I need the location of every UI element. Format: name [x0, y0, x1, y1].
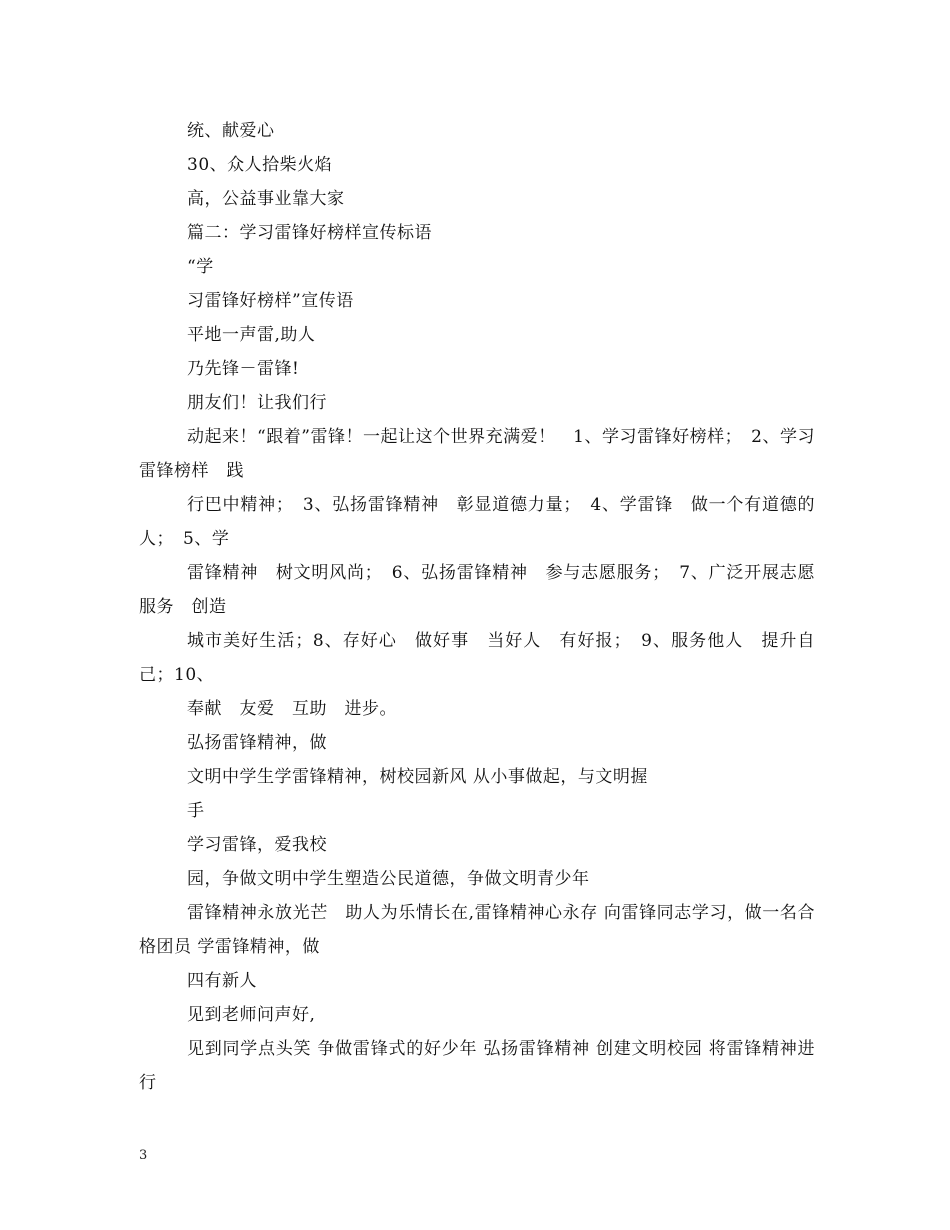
paragraph: 见到同学点头笑 争做雷锋式的好少年 弘扬雷锋精神 创建文明校园 将雷锋精神进行	[139, 1039, 815, 1093]
paragraph: 文明中学生学雷锋精神，树校园新风 从小事做起，与文明握	[187, 767, 648, 787]
paragraph: 雷锋精神 树文明风尚； 6、弘扬雷锋精神 参与志愿服务； 7、广泛开展志愿服务 创造	[139, 563, 815, 617]
paragraph: “学	[187, 257, 214, 277]
paragraph: 城市美好生活；8、存好心 做好事 当好人 有好报； 9、服务他人 提升自己；10、	[139, 631, 815, 685]
paragraph: 篇二：学习雷锋好榜样宣传标语	[187, 223, 432, 243]
paragraph: 四有新人	[187, 971, 257, 991]
paragraph: 弘扬雷锋精神，做	[187, 733, 327, 753]
paragraph: 见到老师问声好,	[187, 1005, 316, 1025]
paragraph: 30、众人拾柴火焰	[187, 155, 333, 175]
paragraph: 行巴中精神； 3、弘扬雷锋精神 彰显道德力量； 4、学雷锋 做一个有道德的人； 5、学	[139, 495, 815, 549]
paragraph: 学习雷锋，爱我校	[187, 835, 327, 855]
paragraph: 统、献爱心	[187, 121, 275, 141]
paragraph: 雷锋精神永放光芒 助人为乐情长在,雷锋精神心永存 向雷锋同志学习，做一名合格团员 学雷锋精神，做	[139, 903, 815, 957]
paragraph: 动起来！“跟着”雷锋！一起让这个世界充满爱！ 1、学习雷锋好榜样； 2、学习雷锋榜样 践	[139, 427, 815, 481]
paragraph: 高，公益事业靠大家	[187, 189, 345, 209]
paragraph: 乃先锋－雷锋!	[187, 359, 300, 379]
paragraph: 奉献 友爱 互助 进步。	[187, 699, 397, 719]
body-text	[139, 114, 815, 1100]
paragraph: 手	[187, 801, 205, 821]
paragraph: 习雷锋好榜样”宣传语	[187, 291, 354, 311]
page-number: 3	[139, 1148, 148, 1163]
paragraph: 平地一声雷,助人	[187, 325, 316, 345]
paragraph: 园，争做文明中学生塑造公民道德，争做文明青少年	[187, 869, 590, 889]
paragraph: 朋友们！让我们行	[187, 393, 327, 413]
